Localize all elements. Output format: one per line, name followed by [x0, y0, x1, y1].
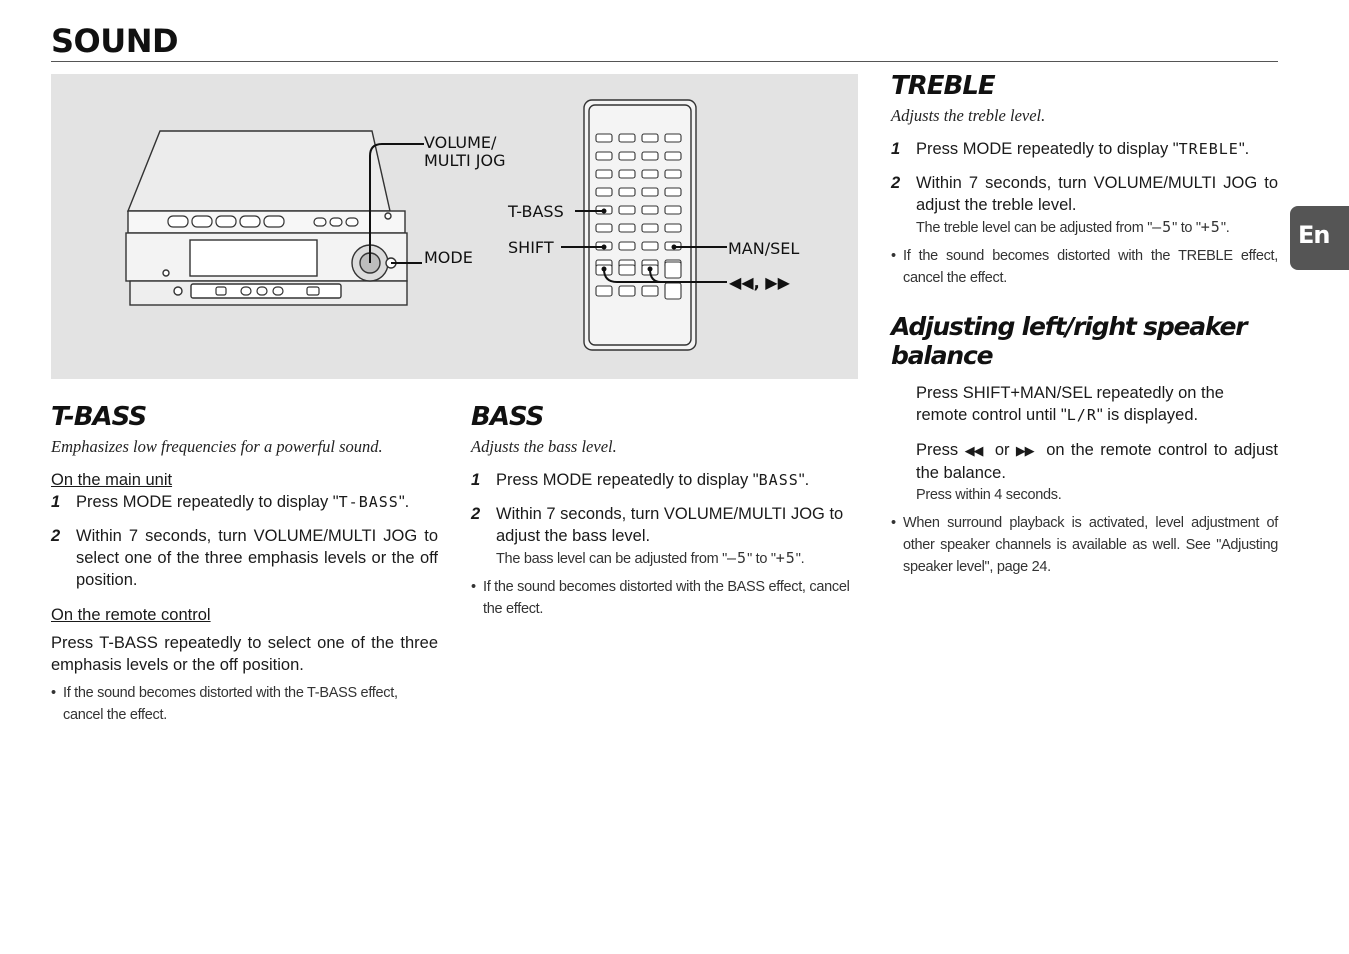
remote-button: [619, 286, 635, 296]
bullet-icon: •: [51, 685, 56, 701]
language-tab: [1290, 206, 1349, 270]
para-text-or: or: [994, 441, 1010, 459]
bullet-icon: •: [891, 515, 896, 531]
label-shift: SHIFT: [508, 238, 554, 257]
rewind-icon: ◀◀: [964, 443, 983, 458]
tbass-section: [51, 402, 438, 726]
step-number: 2: [51, 527, 61, 545]
step-number: 1: [471, 471, 481, 489]
label-t-bass: T-BASS: [508, 202, 564, 221]
tbass-step-2: [51, 525, 438, 591]
bass-step-2: [471, 503, 858, 570]
note-text: If the sound becomes distorted with the BASS effect, cancel the effect.: [483, 579, 850, 617]
balance-section: [891, 312, 1278, 578]
step-text: Within 7 seconds, turn VOLUME/MULTI JOG to adjust the bass level.: [496, 505, 844, 545]
step-text-end: ".: [398, 493, 410, 511]
remote-button: [596, 224, 612, 232]
treble-step-1: [891, 138, 1278, 160]
remote-button: [596, 170, 612, 178]
note-text: If the sound becomes distorted with the T-BASS effect, cancel the effect.: [63, 685, 398, 723]
balance-timing-note: Press within 4 seconds.: [916, 487, 1062, 503]
tbass-note: [51, 682, 438, 726]
remote-button: [619, 152, 635, 160]
range-text-end: ".: [795, 551, 805, 567]
bass-heading: BASS: [471, 402, 544, 432]
remote-button: [642, 224, 658, 232]
remote-button: [619, 242, 635, 250]
step-text: Within 7 seconds, turn VOLUME/MULTI JOG to select one of the three emphasis levels or the off position.: [76, 527, 438, 589]
display-text: TREBLE: [1178, 140, 1239, 158]
treble-step-2: [891, 172, 1278, 239]
step-number: 1: [51, 493, 61, 511]
bass-range-note: [496, 547, 858, 570]
range-min: –5: [1152, 218, 1173, 236]
note-text: If the sound becomes distorted with the TREBLE effect, cancel the effect.: [903, 248, 1278, 286]
remote-button: [642, 170, 658, 178]
balance-para-2: [891, 439, 1278, 506]
tbass-step-1: [51, 491, 438, 513]
treble-section: [891, 71, 1278, 289]
remote-button: [596, 134, 612, 142]
remote-button: [665, 206, 681, 214]
range-text-end: ".: [1220, 220, 1230, 236]
title-divider: [51, 61, 1278, 62]
illustration: [51, 74, 858, 379]
treble-heading: TREBLE: [891, 71, 995, 101]
balance-para-1: [891, 382, 1278, 426]
bass-note: [471, 576, 858, 620]
step-text: Press MODE repeatedly to display ": [76, 493, 339, 511]
para-text: Press SHIFT+MAN/SEL repeatedly on the remote control until ": [916, 384, 1224, 424]
treble-note: [891, 245, 1278, 289]
step-number: 2: [471, 505, 481, 523]
remote-button: [665, 283, 681, 299]
remote-button: [665, 170, 681, 178]
page-title: SOUND: [51, 22, 179, 60]
display-text: T-BASS: [338, 493, 399, 511]
remote-button: [619, 265, 635, 275]
tbass-remote-text: Press T-BASS repeatedly to select one of the three emphasis levels or the off position.: [51, 634, 438, 674]
label-mode: MODE: [424, 248, 473, 267]
display-text: L/R: [1066, 406, 1097, 424]
remote-button: [642, 206, 658, 214]
label-multi-jog: MULTI JOG: [424, 151, 506, 170]
remote-button: [642, 152, 658, 160]
tbass-heading: T-BASS: [51, 402, 147, 432]
tbass-main-unit-label: On the main unit: [51, 471, 173, 489]
tbass-subtitle: Emphasizes low frequencies for a powerful sound.: [51, 437, 383, 456]
remote-button: [619, 134, 635, 142]
bass-section: [471, 402, 858, 620]
note-text: When surround playback is activated, level adjustment of other speaker channels is available as well. See "Adjusting speaker level", page 24.: [903, 515, 1278, 575]
remote-button: [642, 242, 658, 250]
range-text-mid: " to ": [747, 551, 776, 567]
remote-button: [665, 224, 681, 232]
remote-button: [619, 224, 635, 232]
remote-button: [642, 134, 658, 142]
treble-range-note: [916, 216, 1278, 239]
figure-panel: [51, 74, 858, 379]
step-text-end: ".: [1238, 140, 1250, 158]
label-volume: VOLUME/: [424, 133, 497, 152]
remote-button: [619, 170, 635, 178]
range-max: +5: [775, 549, 796, 567]
display-text: BASS: [758, 471, 799, 489]
step-text: Press MODE repeatedly to display ": [916, 140, 1179, 158]
para-text-end: " is displayed.: [1096, 406, 1199, 424]
range-text: The treble level can be adjusted from ": [916, 220, 1153, 236]
remote-button: [642, 286, 658, 296]
step-text-end: ".: [798, 471, 810, 489]
para-text-end: on the remote control to adjust the balance.: [916, 441, 1278, 482]
bullet-icon: •: [471, 579, 476, 595]
remote-button: [619, 206, 635, 214]
label-man-sel: MAN/SEL: [728, 239, 800, 258]
para-text: Press: [916, 441, 959, 459]
balance-note: [891, 512, 1278, 578]
step-text: Press MODE repeatedly to display ": [496, 471, 759, 489]
language-tab-label: En: [1298, 221, 1330, 249]
step-text: Within 7 seconds, turn VOLUME/MULTI JOG to adjust the treble level.: [916, 174, 1278, 214]
remote-button: [596, 188, 612, 196]
remote-button: [665, 262, 681, 278]
remote-button: [665, 134, 681, 142]
balance-heading: Adjusting left/right speaker balance: [891, 312, 1247, 370]
range-text-mid: " to ": [1172, 220, 1201, 236]
remote-button: [619, 188, 635, 196]
range-min: –5: [727, 549, 748, 567]
remote-button: [665, 152, 681, 160]
remote-button: [596, 152, 612, 160]
fast-forward-icon: ▶▶: [1015, 443, 1034, 458]
step-number: 1: [891, 140, 901, 158]
bass-subtitle: Adjusts the bass level.: [471, 437, 617, 456]
label-skip-buttons: ◀◀, ▶▶: [729, 273, 790, 292]
remote-button: [665, 188, 681, 196]
range-text: The bass level can be adjusted from ": [496, 551, 728, 567]
treble-subtitle: Adjusts the treble level.: [891, 106, 1046, 125]
tbass-remote-label: On the remote control: [51, 606, 211, 624]
bass-step-1: [471, 469, 858, 491]
step-number: 2: [891, 174, 901, 192]
bullet-icon: •: [891, 248, 896, 264]
remote-button: [596, 286, 612, 296]
range-max: +5: [1200, 218, 1221, 236]
remote-button: [642, 188, 658, 196]
